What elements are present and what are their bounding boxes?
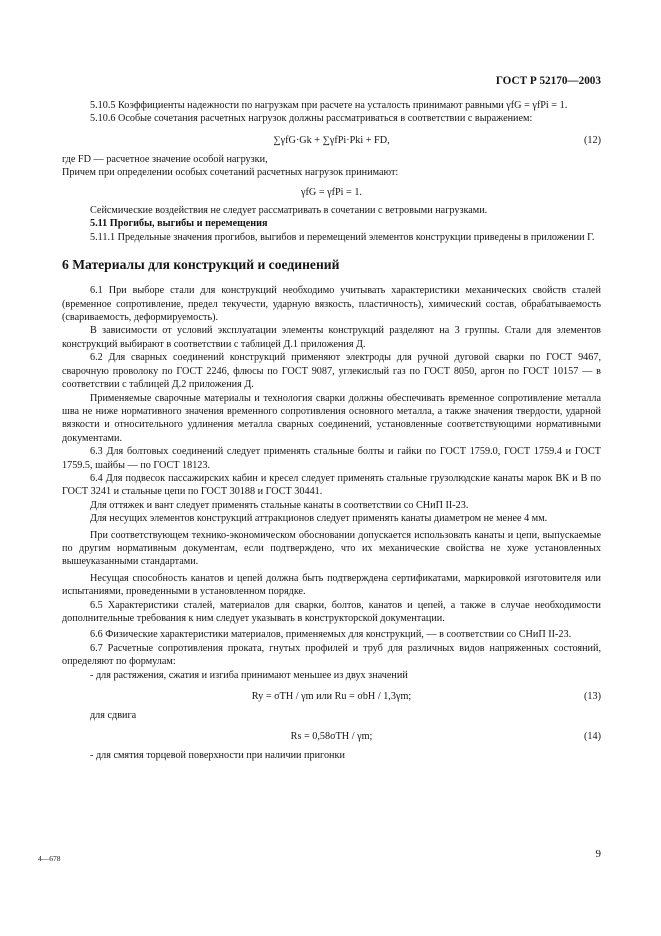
print-code: 4—678 bbox=[38, 854, 61, 863]
where-fd: где FD — расчетное значение особой нагрузки, bbox=[62, 153, 268, 165]
section-5-11-title: 5.11 Прогибы, выгибы и перемещения bbox=[90, 218, 268, 230]
paragraph-6-5: 6.5 Характеристики сталей, материалов для сварки, болтов, канатов и цепей, а также в случае необходимости дополнительные требования к ним следует указывать в конструкторской документации. bbox=[62, 599, 601, 624]
paragraph-6-6: 6.6 Физические характеристики материалов, применяемых для конструкций, — в соответствии со СНиП II-23. bbox=[90, 629, 572, 641]
formula-13-expression: Ry = σTH / γm или Ru = σbH / 1,3γm; bbox=[251, 691, 412, 703]
paragraph-6-1-groups: В зависимости от условий эксплуатации элементы конструкций разделяют на 3 группы. Стали для элементов конструкций выбирают в соответствии с таблицей Д.1 приложения Д. bbox=[62, 325, 601, 350]
paragraph-6-2-welding: Применяемые сварочные материалы и технология сварки должны обеспечивать временное сопротивление металла шва не ниже нормативного значения временного сопротивления основного металла, а также значения твердости, ударной вязкости и относительного удлинения металла сварных соединений, установленные соответствующими нормативными документами. bbox=[62, 392, 601, 444]
formula-13 bbox=[62, 685, 601, 708]
paragraph-6-1: 6.1 При выборе стали для конструкций необходимо учитывать характеристики механических свойств сталей (временное сопротивление, предел текучести, ударную вязкость, пластичность), химический состав, обрабатываемость (свариваемость, деформируемость). bbox=[62, 285, 601, 324]
formula-gamma: γfG = γfPi = 1. bbox=[301, 186, 362, 198]
formula-14 bbox=[62, 725, 601, 748]
document-code: ГОСТ Р 52170—2003 bbox=[495, 75, 601, 87]
paragraph-6-4-guys: Для оттяжек и вант следует применять стальные канаты в соответствии со СНиП II-23. bbox=[90, 499, 469, 511]
paragraph-6-3: 6.3 Для болтовых соединений следует применять стальные болты и гайки по ГОСТ 1759.0, ГОСТ 1759.4 и ГОСТ 1759.5, шайбы — по ГОСТ 18123. bbox=[62, 446, 601, 471]
paragraph-6-4-ropes: Для несущих элементов конструкций аттракционов следует применять канаты диаметром не менее 4 мм. bbox=[90, 513, 548, 525]
list-item-shear: для сдвига bbox=[90, 710, 137, 722]
paragraph-5-11-1: 5.11.1 Предельные значения прогибов, выгибов и перемещений элементов конструкции приведены в приложении Г. bbox=[90, 231, 595, 243]
page-body bbox=[62, 99, 601, 763]
paragraph-6-4-capacity: Несущая способность канатов и цепей должна быть подтверждена сертификатами, маркировкой изготовителя или испытаниями, проведенными в установленном порядке. bbox=[62, 572, 601, 598]
formula-12 bbox=[62, 129, 601, 152]
formula-14-number: (14) bbox=[584, 731, 601, 743]
list-item-bearing: - для смятия торцевой поверхности при наличии пригонки bbox=[90, 750, 345, 762]
paragraph-6-7: 6.7 Расчетные сопротивления проката, гнутых профилей и труб для различных видов напряженных состояний, определяют по формулам: bbox=[62, 642, 601, 668]
formula-12-expression: ∑γfG·Gk + ∑γfPi·Pki + FD, bbox=[273, 134, 390, 146]
formula-13-number: (13) bbox=[584, 691, 601, 703]
paragraph-6-2: 6.2 Для сварных соединений конструкций применяют электроды для ручной дуговой сварки по ГОСТ 9467, сварочную проволоку по ГОСТ 2246, флюсы по ГОСТ 9087, углекислый газ по ГОСТ 8050, аргон по ГОСТ 10157 — в соответствии с таблицей Д.2 приложения Д. bbox=[62, 352, 601, 391]
paragraph-6-4-justification: При соответствующем технико-экономическом обосновании допускается использовать канаты и цепи, выпускаемые по другим нормативным документам, если подтверждено, что их механические свойства не хуже установленных вышеуказанными стандартами. bbox=[62, 529, 601, 568]
list-item-tension: - для растяжения, сжатия и изгиба принимают меньшее из двух значений bbox=[90, 669, 408, 681]
paragraph-5-10-6: 5.10.6 Особые сочетания расчетных нагрузок должны рассматриваться в соответствии с выражением: bbox=[90, 113, 533, 125]
paragraph-5-10-5: 5.10.5 Коэффициенты надежности по нагрузкам при расчете на усталость принимают равными γfG = γfPi = 1. bbox=[90, 100, 568, 111]
special-combination-note: Причем при определении особых сочетаний расчетных нагрузок принимают: bbox=[62, 167, 399, 179]
paragraph-6-4: 6.4 Для подвесок пассажирских кабин и кресел следует применять стальные грузолюдские канаты марок ВК и В по ГОСТ 3241 и стальные цепи по ГОСТ 30188 и ГОСТ 30441. bbox=[62, 472, 601, 498]
page-number: 9 bbox=[595, 848, 601, 860]
formula-14-expression: Rs = 0,58σTH / γm; bbox=[290, 731, 373, 743]
seismic-note: Сейсмические воздействия не следует рассматривать в сочетании с ветровыми нагрузками. bbox=[90, 205, 488, 217]
section-6-title: 6 Материалы для конструкций и соединений bbox=[62, 257, 340, 273]
formula-12-number: (12) bbox=[584, 134, 601, 146]
